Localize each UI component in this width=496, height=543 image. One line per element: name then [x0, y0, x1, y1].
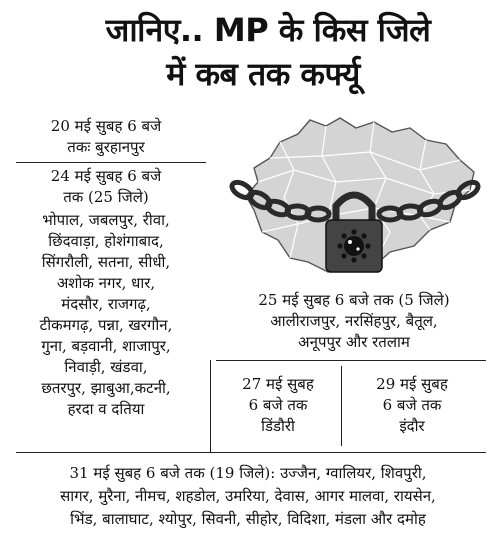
district-line: अशोक नगर, धार,: [56, 274, 156, 292]
district-line: मंदसौर, राजगढ़,: [61, 295, 151, 313]
may20-heading: 20 मई सुबह 6 बजे: [50, 117, 162, 135]
may20-district: तकः बुरहानपुर: [67, 138, 145, 156]
district-line: छतरपुर, झाबुआ,कटनी,: [41, 379, 171, 397]
district-line: हरदा व दतिया: [67, 400, 145, 418]
may27-district: डिंडौरी: [261, 417, 295, 435]
headline-line-1: जानिए.. MP के किस जिले: [105, 11, 431, 49]
divider: [210, 360, 211, 452]
district-line: आलीराजपुर, नरसिंहपुर, बैतूल,: [270, 312, 438, 330]
may31-line: भिंड, बालाघाट, श्योपुर, सिवनी, सीहोर, विदिशा, मंडला और दमोह: [70, 510, 426, 528]
district-line: अनूपपुर और रतलाम: [298, 333, 410, 351]
may24-heading: 24 मई सुबह 6 बजे: [50, 167, 162, 185]
may24-block: [16, 166, 196, 420]
district-line: गुना, बड़वानी, शाजापुर,: [41, 337, 171, 355]
may31-line: सागर, मुरैना, नीमच, शहडोल, उमरिया, देवास, आगर मालवा, रायसेन,: [60, 487, 436, 505]
may27-line: 27 मई सुबह: [242, 375, 314, 393]
may29-block: [342, 374, 482, 437]
may29-line: 29 मई सुबह: [376, 375, 448, 393]
district-line: भोपाल, जबलपुर, रीवा,: [42, 211, 170, 229]
may24-subheading: तक (25 जिले): [63, 188, 149, 206]
divider: [16, 162, 206, 163]
may27-line: 6 बजे तक: [248, 396, 308, 414]
district-line: छिंदवाड़ा, होशंगाबाद,: [48, 232, 164, 250]
may20-block: [16, 116, 196, 158]
virus-icon: [337, 229, 370, 262]
may25-block: [212, 290, 496, 353]
may31-block: [10, 462, 486, 531]
mp-map-padlock-illustration: [224, 112, 484, 284]
may31-line: 31 मई सुबह 6 बजे तक (19 जिले): उज्जैन, ग्वालियर, शिवपुरी,: [69, 464, 427, 482]
divider: [216, 360, 486, 361]
may29-district: इंदौर: [399, 417, 425, 435]
district-line: सिंगरौली, सतना, सीधी,: [41, 253, 171, 271]
may29-line: 6 बजे तक: [382, 396, 442, 414]
may27-block: [216, 374, 340, 437]
divider: [16, 452, 486, 453]
headline-line-2: में कब तक कर्फ्यू: [166, 55, 360, 93]
may25-heading: 25 मई सुबह 6 बजे तक (5 जिले): [258, 291, 450, 309]
district-line: निवाड़ी, खंडवा,: [64, 358, 148, 376]
district-line: टीकमगढ़, पन्ना, खरगौन,: [39, 316, 173, 334]
